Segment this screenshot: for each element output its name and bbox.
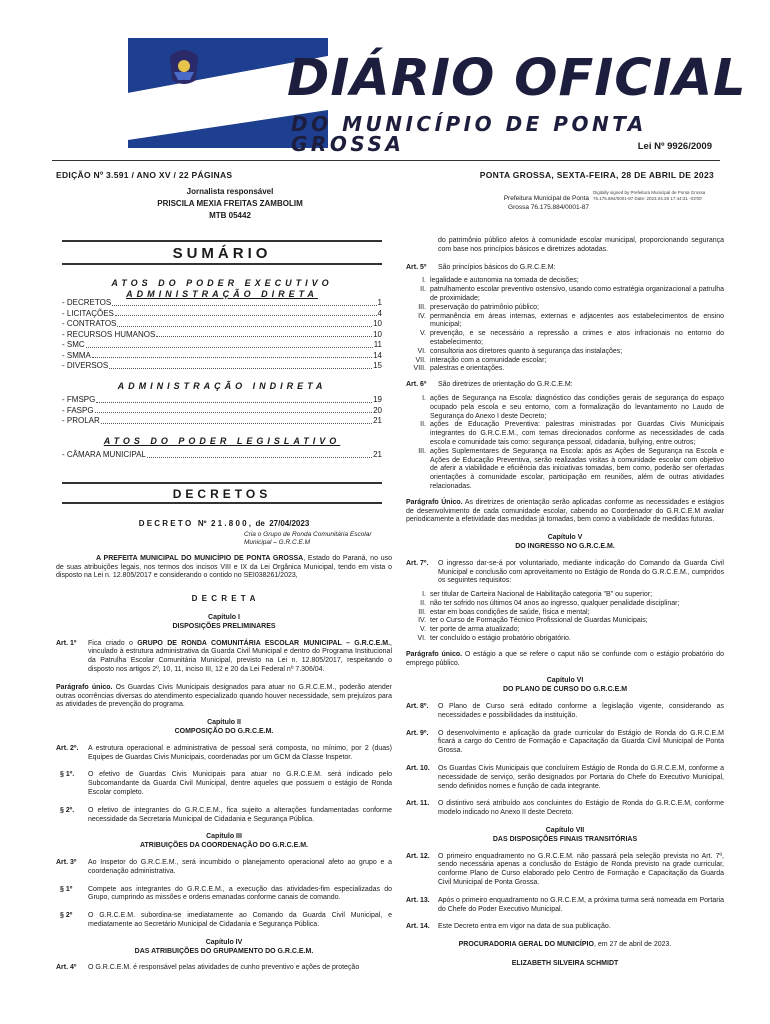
toc-leader: [109, 361, 372, 369]
list-item: [406, 304, 724, 313]
article-8: [406, 703, 724, 721]
sole-paragraph-1-label: Parágrafo único.: [56, 683, 113, 691]
item-text: interação com a comunidade escolar;: [430, 356, 547, 364]
chapter-6-title: DO PLANO DE CURSO DO G.R.C.E.M: [502, 686, 628, 694]
toc-entry-page: 1: [377, 298, 382, 307]
article-11: [406, 800, 724, 818]
closing-date: , em 27 de abril de 2023.: [593, 941, 672, 949]
journalist-label: Jornalista responsável: [186, 187, 274, 196]
chapter-3-number: Capítulo III: [206, 833, 242, 841]
item-text: prevenção, e se necessário a repressão a crimes e atos infracionais no entorno do estabelecimento;: [430, 330, 724, 346]
article-7: [406, 560, 724, 586]
list-item: [406, 348, 724, 357]
toc-leader: [115, 309, 377, 317]
paragraph-number: § 2º.: [60, 806, 75, 814]
left-column: [56, 520, 392, 982]
article-2-paragraph-1: [56, 771, 392, 797]
toc-entry-page: 21: [373, 450, 382, 459]
sole-paragraph-3-label: Parágrafo único.: [406, 650, 463, 658]
article-3-paragraph-2: [56, 912, 392, 930]
article-4-continuation: do patrimônio público afetos à comunidade escolar municipal, proporcionando segurança com base nos princípios básicos e diretrizes adotadas.: [438, 237, 724, 253]
signer-name: ELIZABETH SILVEIRA SCHMIDT: [511, 960, 619, 967]
toc-entry-page: 20: [373, 405, 382, 415]
chapter-4-number: Capítulo IV: [205, 938, 243, 946]
list-item: [406, 286, 724, 304]
toc-entry: [62, 298, 382, 309]
toc-entry-label: - DECRETOS: [62, 298, 112, 307]
toc-entry-page: 14: [373, 350, 382, 360]
item-numeral: VI.: [417, 635, 426, 643]
signature-details: Digitally signed by Prefeitura Municipal de Ponta Grossa 76.175.884/0001-87 Date: 2023.04.28 17:44:31 -03'00': [593, 190, 706, 201]
chapter-1-number: Capítulo I: [208, 613, 240, 621]
paragraph-text: O G.R.C.E.M. subordina-se imediatamente ao Comando da Guarda Civil Municipal, e mediatamente ao Secretário Municipal de Cidadania e Segurança Pública.: [88, 912, 392, 928]
closing-line: [406, 941, 724, 950]
article-1-text: , vinculado à estrutura administrativa da Guarda Civil Municipal e dentro do Programa Institucional da Patrulha Escolar Comunitária Municipal, previsto na Lei n. 12.805/2017, respeitando o disposto nos artigos 2º, 10, 11, inciso III, 12 e 20 da Lei Federal nº 7.306/04.: [88, 639, 392, 673]
chapter-6: [406, 677, 724, 695]
list-item: [406, 357, 724, 366]
item-numeral: VI.: [417, 347, 426, 355]
article-1-group-name: GRUPO DE RONDA COMUNITÁRIA ESCOLAR MUNICIPAL – G.R.C.E.M.: [137, 639, 391, 647]
item-text: ações de Segurança na Escola: diagnóstico das condições gerais de segurança do espaço ocupado pela escola e seu entorno, com a formalização do levantamento no Laudo de Segurança do Anexo I deste Decreto;: [430, 394, 724, 420]
item-text: ter porte de arma atualizado;: [430, 626, 520, 634]
newspaper-title: DIÁRIO OFICIAL: [287, 49, 747, 108]
item-numeral: I.: [422, 591, 426, 599]
article-9-text: O desenvolvimento e aplicação da grade curricular do Estágio de Ronda do G.R.C.E.M ficará a cargo do Centro de Formação e Capacitação da Guarda Civil Municipal de Ponta Grossa.: [438, 729, 724, 755]
item-numeral: I.: [422, 394, 426, 402]
sole-paragraph-2-label: Parágrafo Único.: [406, 498, 463, 506]
article-1: [56, 640, 392, 675]
preamble-authority: A PREFEITA MUNICIPAL DO MUNICÍPIO DE PONTA GROSSA: [96, 554, 304, 562]
decree-ementa: [56, 531, 392, 547]
item-text: não ter sofrido nos últimos 04 anos ao ingresso, qualquer penalidade disciplinar;: [430, 599, 680, 607]
sole-paragraph-2: [406, 499, 724, 525]
list-item: [406, 609, 724, 618]
chapter-2-number: Capítulo II: [207, 719, 241, 727]
article-4-number: Art. 4º: [56, 964, 77, 972]
article-5-text: São princípios básicos do G.R.C.E.M:: [438, 263, 556, 271]
toc-entry: [62, 406, 382, 417]
item-numeral: III.: [418, 303, 426, 311]
article-13-number: Art. 13.: [406, 896, 430, 904]
article-5-list: [406, 277, 724, 374]
toc-entry: [62, 395, 382, 406]
toc-entry-label: - SMMA: [62, 350, 91, 360]
list-item: [406, 600, 724, 609]
edition-info: EDIÇÃO Nº 3.591 / ANO XV / 22 PÁGINAS: [56, 170, 233, 180]
toc-entry: [62, 309, 382, 320]
list-item: [406, 395, 724, 421]
article-13-text: Após o primeiro enquadramento no G.R.C.E.M, a próxima turma será nomeada em Portaria do Chefe do Poder Executivo Municipal.: [438, 896, 724, 913]
legislativo-title: ATOS DO PODER LEGISLATIVO: [103, 436, 341, 446]
chapter-5: [406, 534, 724, 552]
article-7-number: Art. 7º.: [406, 559, 429, 567]
toc-leader: [147, 450, 372, 458]
exec-title-line1: ATOS DO PODER EXECUTIVO: [111, 278, 333, 288]
right-column: [406, 237, 724, 969]
toc-leader: [96, 395, 372, 403]
closing-authority: PROCURADORIA GERAL DO MUNICÍPIO: [458, 941, 594, 949]
chapter-4: [56, 939, 392, 957]
toc-entry-label: - FASPG: [62, 405, 94, 415]
publication-date: PONTA GROSSA, SEXTA-FEIRA, 28 DE ABRIL DE 2023: [479, 170, 714, 180]
item-numeral: VIII.: [413, 365, 426, 373]
chapter-3-title: ATRIBUIÇÕES DA COORDENAÇÃO DO G.R.C.E.M.: [139, 842, 308, 850]
paragraph-text: O efetivo de Guardas Civis Municipais para atuar no G.R.C.E.M. será indicado pelo Subcomandante da Guarda Civil Municipal, dentre aqueles que possuem o estágio de Ronda Escolar completo.: [88, 771, 392, 796]
article-3-text: Ao Inspetor do G.R.C.E.M., será incumbido o planejamento operacional afeto ao grupo e a coordenação administrativa.: [88, 858, 392, 875]
toc-entry-page: 21: [373, 416, 382, 425]
toc-entry-page: 10: [373, 319, 382, 328]
item-text: ações de Educação Preventiva: palestras ministradas por Guardas Civis Municipais integrantes do G.R.C.E.M., com temas direcionados conforme as necessidades de cada escola e comunidade tais como: segurança pessoal, cidadania, bullying, entre outros;: [430, 421, 724, 446]
toc-entry-page: 19: [373, 395, 382, 404]
chapter-7: [406, 827, 724, 845]
article-14: [406, 923, 724, 932]
article-9: [406, 730, 724, 756]
article-13: [406, 897, 724, 915]
article-6-list: [406, 395, 724, 492]
toc-leader: [92, 351, 372, 359]
article-11-text: O distintivo será atribuído aos concluintes do Estágio de Ronda do G.R.C.E.M, conforme modelo indicado no Anexo II deste Decreto.: [438, 800, 724, 817]
list-item: [406, 313, 724, 331]
article-2-number: Art. 2º.: [56, 744, 79, 752]
toc-leader: [117, 319, 372, 327]
toc-leader: [101, 416, 372, 424]
item-numeral: VII.: [415, 356, 426, 364]
item-numeral: II.: [420, 599, 426, 607]
toc-entry-page: 10: [373, 329, 382, 339]
newspaper-subtitle: DO MUNICÍPIO DE PONTA GROSSA: [291, 112, 647, 156]
list-item: [406, 617, 724, 626]
chapter-1-title: DISPOSIÇÕES PRELIMINARES: [172, 622, 276, 630]
sole-paragraph-1: [56, 684, 392, 710]
toc-entry-label: - SMC: [62, 340, 85, 349]
sole-paragraph-3: [406, 651, 724, 669]
toc-entry-label: - DIVERSOS: [62, 361, 109, 370]
paragraph-text: O efetivo de integrantes do G.R.C.E.M., fica sujeito a alterações fundamentadas conforme necessidade da Secretaria Municipal de Cidadania e Segurança Pública.: [88, 806, 392, 823]
coat-of-arms-icon: [170, 50, 198, 84]
item-numeral: IV.: [418, 312, 426, 320]
chapter-2: [56, 719, 392, 737]
chapter-7-title: DAS DISPOSIÇÕES FINAIS TRANSITÓRIAS: [492, 835, 638, 843]
article-10-text: Os Guardas Civis Municipais que concluírem Estágio de Ronda do G.R.C.E.M, conforme a necessidade de serviço, serão designados por Portaria do Chefe do Executivo Municipal, sendo definidos nomes e função de cada integrante.: [438, 765, 724, 790]
sumario-title: SUMÁRIO: [62, 240, 382, 265]
article-14-number: Art. 14.: [406, 923, 430, 931]
chapter-2-title: COMPOSIÇÃO DO G.R.C.E.M.: [174, 727, 274, 735]
item-text: estar em boas condições de saúde, física e mental;: [430, 608, 590, 616]
toc-entry-label: - FMSPG: [62, 395, 96, 404]
item-numeral: II.: [420, 421, 426, 429]
chapter-6-number: Capítulo VI: [546, 677, 584, 685]
toc-entry: [62, 330, 382, 341]
article-3-number: Art. 3º: [56, 858, 77, 866]
item-numeral: I.: [422, 277, 426, 285]
sole-paragraph-3-text: O estágio a que se refere o caput não se confunde com o estágio probatório do emprego público.: [406, 650, 724, 667]
article-3: [56, 859, 392, 877]
article-2-paragraph-2: [56, 807, 392, 825]
paragraph-number: § 1º: [60, 885, 73, 893]
toc-entry: [62, 340, 382, 351]
item-text: patrulhamento escolar preventivo ostensivo, usando como estratégia organizacional a patrulha de proximidade;: [430, 286, 724, 302]
article-5-number: Art. 5º: [406, 263, 427, 271]
ementa-line2: Municipal – G.R.C.E.M: [244, 538, 311, 546]
toc-entry-page: 15: [373, 361, 382, 370]
journalist-block: [60, 186, 400, 222]
item-numeral: IV.: [418, 617, 426, 625]
item-text: ter concluído o estágio probatório obrigatório.: [430, 635, 571, 643]
signature-entity: Prefeitura Municipal de Ponta Grossa 76.175.884/0001-87: [503, 195, 589, 211]
toc-entry: [62, 319, 382, 330]
article-1-number: Art. 1º: [56, 639, 77, 647]
indireta-title: ADMINISTRAÇÃO INDIRETA: [117, 381, 327, 391]
item-text: permanência em áreas internas, externas e adjacentes aos estabelecimentos de ensino municipal;: [430, 312, 724, 329]
toc-entry-label: - CONTRATOS: [62, 319, 117, 328]
article-3-paragraph-1: [56, 886, 392, 904]
article-14-text: Este Decreto entra em vigor na data de sua publicação.: [438, 923, 611, 931]
sole-paragraph-1-text: Os Guardas Civis Municipais designados para atuar no G.R.C.E.M., poderão atender outras ocorrências diversas do atendimento especializado quando houver necessidade, sem prejuízos para as atividades de prevenção do programa.: [56, 683, 392, 709]
toc-entry-label: - CÂMARA MUNICIPAL: [62, 450, 146, 459]
item-text: palestras e orientações.: [430, 365, 505, 373]
paragraph-number: § 1º.: [60, 771, 75, 779]
article-7-text: O ingresso dar-se-á por voluntariado, mediante indicação do Comando da Guarda Civil Municipal e conclusão com aproveitamento no Estágio de Ronda do G.R.C.E.M., cumpridos os seguintes requisitos:: [438, 559, 724, 585]
article-4-text: O G.R.C.E.M. é responsável pelas atividades de cunho preventivo e ações de proteção: [88, 964, 360, 972]
toc-entry: [62, 416, 382, 427]
item-numeral: V.: [420, 626, 426, 634]
item-numeral: III.: [418, 447, 426, 455]
article-4: [56, 964, 392, 973]
item-numeral: II.: [420, 286, 426, 294]
list-item: [406, 635, 724, 644]
toc-leader: [95, 406, 373, 414]
item-text: consultoria aos diretores quanto à segurança das instalações;: [430, 347, 623, 355]
list-item: [406, 277, 724, 286]
toc-entry-label: - PROLAR: [62, 416, 100, 425]
preamble: [56, 555, 392, 581]
article-2-text: A estrutura operacional e administrativa de pessoal será composta, no mínimo, por 2 (duas) Equipes de Guardas Civis Municipais, coordenadas por um GCM da Classe Inspetor.: [88, 744, 392, 761]
list-item: [406, 591, 724, 600]
toc-leader: [86, 340, 373, 348]
mtb-number: MTB 05442: [209, 211, 251, 220]
toc-entry-label: - RECURSOS HUMANOS: [62, 329, 156, 339]
preamble-text: , Estado do Paraná, no uso de suas atribuições legais, nos termos dos incisos VIII e IX da Lei Orgânica Municipal, tendo em vista o disposto na Lei n. 12.805/2017 e considerando o contido no SEI038261/2023,: [56, 554, 392, 580]
toc-leader: [156, 330, 372, 338]
toc-leader: [112, 298, 376, 306]
toc-direta: [62, 298, 382, 372]
article-10-number: Art. 10.: [406, 765, 430, 773]
toc-entry-label: - LICITAÇÕES: [62, 308, 114, 318]
item-text: legalidade e autonomia na tomada de decisões;: [430, 277, 579, 285]
exec-title-line2: ADMINISTRAÇÃO DIRETA: [126, 289, 318, 299]
article-1-pre: Fica criado o: [88, 639, 138, 647]
chapter-1: [56, 614, 392, 632]
toc-entry: [62, 351, 382, 362]
article-6: [406, 381, 724, 390]
article-12-text: O primeiro enquadramento no G.R.C.E.M. não passará pela seleção prevista no Art. 7º, sendo necessária apenas a conclusão do Estágio de Ronda previsto na grade curricular, conforme Plano de Curso elaborado pelo Centro de Formação e Capacitação da Guarda Civil Municipal de Ponta Grossa.: [438, 852, 724, 887]
article-7-list: [406, 591, 724, 644]
article-9-number: Art. 9º.: [406, 729, 429, 737]
decree-number: D E C R E T O Nº 2 1 . 8 0 0 , de 27/04/2023: [138, 519, 310, 528]
item-text: preservação do patrimônio público;: [430, 303, 539, 311]
list-item: [406, 448, 724, 492]
journalist-name: PRISCILA MEXIA FREITAS ZAMBOLIM: [157, 199, 303, 208]
article-6-text: São diretrizes de orientação do G.R.C.E.M:: [438, 381, 573, 389]
article-8-text: O Plano de Curso será editado conforme a legislação vigente, considerando as necessidades e possibilidades da instituição.: [438, 703, 724, 719]
list-item: [406, 365, 724, 374]
article-10: [406, 765, 724, 791]
article-5: [406, 264, 724, 273]
list-item: [406, 330, 724, 348]
item-numeral: V.: [420, 330, 426, 338]
decreta-heading: D E C R E T A: [191, 594, 257, 604]
item-numeral: III.: [418, 608, 426, 616]
toc-entry-page: 11: [373, 340, 382, 349]
toc-entry: [62, 450, 382, 461]
executive-acts-title: [62, 278, 382, 300]
chapter-7-number: Capítulo VII: [545, 827, 585, 835]
article-6-number: Art. 6º: [406, 381, 427, 389]
article-8-number: Art. 8º.: [406, 703, 429, 711]
chapter-5-title: DO INGRESSO NO G.R.C.E.M.: [515, 542, 615, 550]
article-2: [56, 745, 392, 763]
paragraph-text: Compete aos integrantes do G.R.C.E.M., a execução das atividades-fim especializadas do Grupo, cumprindo as missões e ordens emanadas conforme canais de comando.: [88, 885, 392, 902]
article-12: [406, 853, 724, 888]
toc-entry-page: 4: [377, 308, 382, 318]
article-12-number: Art. 12.: [406, 852, 430, 860]
item-text: ações Suplementares de Segurança na Escola: após as Ações de Segurança na Escola e Ações de Educação Preventiva, serão realizadas visitas à comunidade escolar com objetivo de aferir a viabilidade e eficiência das iniciativas tomadas, bem como, poderão ser ofertadas orientações à comunidade escolar, participação em reuniões, além de outras atividades relacionadas.: [430, 447, 724, 490]
lei-number: Lei Nº 9926/2009: [637, 141, 712, 152]
chapter-4-title: DAS ATRIBUIÇÕES DO GRUPAMENTO DO G.R.C.E.M.: [134, 947, 314, 955]
toc-entry: [62, 361, 382, 372]
paragraph-number: § 2º: [60, 912, 73, 920]
decretos-title: DECRETOS: [62, 482, 382, 504]
item-text: ter o Curso de Formação Técnico Profissional de Guardas Municipais;: [430, 617, 648, 625]
chapter-3: [56, 833, 392, 851]
header-divider: [52, 160, 720, 161]
article-11-number: Art. 11.: [406, 800, 430, 808]
list-item: [406, 626, 724, 635]
toc-legislativo: [62, 450, 382, 461]
sole-paragraph-2-text: As diretrizes de orientação serão aplicadas conforme as necessidades e estágios de desenvolvimento de cada comunidade escolar, cabendo ao Coordenador do G.R.C.E.M avaliar periodicamente a efetividade das medidas já tomadas, bem como a viabilidade de medidas futuras.: [406, 498, 724, 524]
item-text: ser titular de Carteira Nacional de Habilitação categoria "B" ou superior;: [430, 591, 653, 599]
ementa-line1: Cria o Grupo de Ronda Comunitária Escolar: [244, 530, 372, 538]
list-item: [406, 421, 724, 447]
chapter-5-number: Capítulo V: [547, 534, 583, 542]
toc-indireta: [62, 395, 382, 427]
